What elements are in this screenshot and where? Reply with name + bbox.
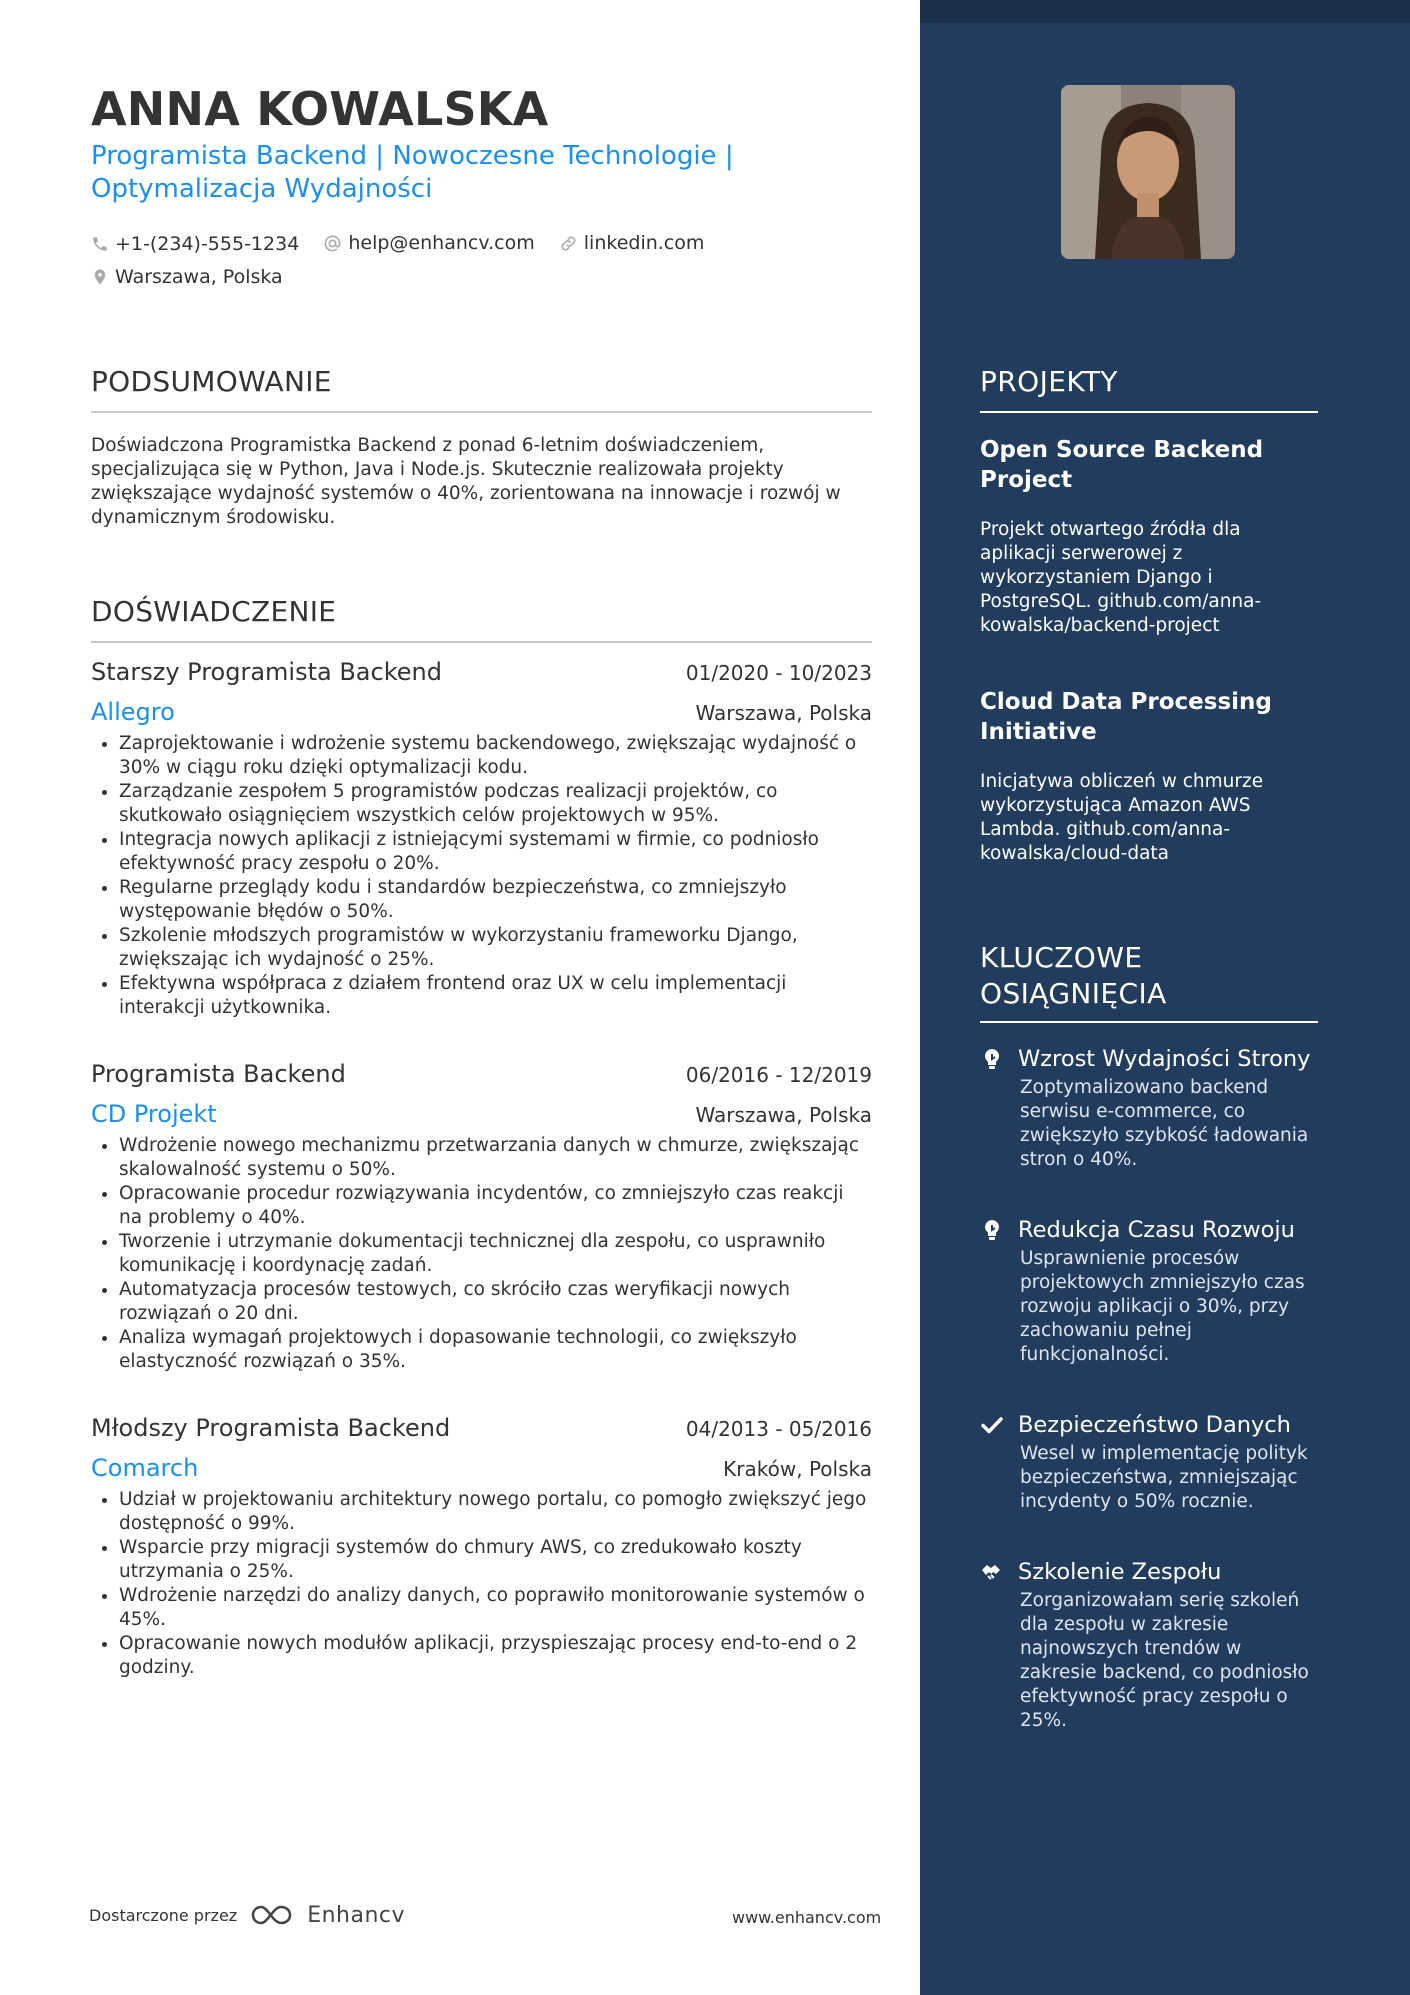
project-description: Inicjatywa obliczeń w chmurze wykorzystująca Amazon AWS Lambda. github.com/anna-kowalska/cloud-data <box>980 771 1264 864</box>
powered-by-text: Dostarczone przez <box>89 1905 238 1925</box>
bullet-item: • Zaprojektowanie i wdrożenie systemu backendowego, zwiększając wydajność o 30% w ciągu roku dzięki optymalizacji kodu. <box>119 732 872 780</box>
lightbulb-icon <box>980 1047 1004 1071</box>
projects-divider <box>980 411 1318 413</box>
achievement-description: Zorganizowałam serię szkoleń dla zespołu w zakresie najnowszych trendów w zakresie backend, co podniosło efektywność pracy zespołu o 25%. <box>1020 1590 1309 1731</box>
achievement-description: Wesel w implementację polityk bezpieczeństwa, zmniejszając incydenty o 50% rocznie. <box>1020 1443 1308 1512</box>
phone-text: +1-(234)-555-1234 <box>115 232 300 255</box>
sidebar-top-bar <box>920 0 1410 23</box>
phone-icon <box>91 235 109 253</box>
job-dates: 04/2013 - 05/2016 <box>685 1417 872 1441</box>
job-dates: 06/2016 - 12/2019 <box>685 1063 872 1087</box>
project-title: Cloud Data Processing Initiative <box>980 689 1272 745</box>
bullet-item: • Opracowanie procedur rozwiązywania incydentów, co zmniejszyło czas reakcji na problemy o 40%. <box>119 1182 872 1230</box>
brand-name: Enhancv <box>307 1902 406 1928</box>
lightbulb-icon <box>980 1218 1004 1242</box>
project-title: Open Source Backend Project <box>980 437 1264 493</box>
job-bullets <box>91 1488 872 1680</box>
bullet-item: • Zarządzanie zespołem 5 programistów podczas realizacji projektów, co skutkowało osiągnięciem wszystkich celów projektowych w 95%. <box>119 780 872 828</box>
website-text: linkedin.com <box>583 232 705 254</box>
project-description: Projekt otwartego źródła dla aplikacji serwerowej z wykorzystaniem Django i PostgreSQL. github.com/anna-kowalska/backend-project <box>980 519 1262 636</box>
achievements-heading: KLUCZOWE OSIĄGNIĘCIA <box>980 941 1167 1010</box>
achievement-item <box>980 1555 1320 1733</box>
bullet-item: • Wsparcie przy migracji systemów do chmury AWS, co zredukowało koszty utrzymania o 25%. <box>119 1536 872 1584</box>
bullet-item: • Szkolenie młodszych programistów w wykorzystaniu frameworku Django, zwiększając ich wydajność o 25%. <box>119 924 872 972</box>
summary-divider <box>91 411 872 413</box>
achievement-description: Usprawnienie procesów projektowych zmniejszyło czas rozwoju aplikacji o 30%, przy zachowaniu pełnej funkcjonalności. <box>1020 1248 1305 1365</box>
bullet-item: • Udział w projektowaniu architektury nowego portalu, co pomogło zwiększyć jego dostępność o 99%. <box>119 1488 872 1536</box>
bullet-item: • Regularne przeglądy kodu i standardów bezpieczeństwa, co zmniejszyło występowanie błędów o 50%. <box>119 876 872 924</box>
at-icon <box>323 234 342 253</box>
job-title: Starszy Programista Backend <box>91 658 442 686</box>
achievement-description: Zoptymalizowano backend serwisu e-commerce, co zwiększyło szybkość ładowania stron o 40%. <box>1020 1077 1309 1170</box>
job-bullets <box>91 1134 872 1374</box>
bullet-item: • Integracja nowych aplikacji z istniejącymi systemami w firmie, co podniosło efektywność pracy zespołu o 20%. <box>119 828 872 876</box>
handshake-icon <box>980 1560 1004 1584</box>
footer-branding <box>89 1902 405 1928</box>
company-name: Comarch <box>91 1454 199 1482</box>
job-entry <box>91 658 872 1020</box>
footer-url[interactable]: www.enhancv.com <box>732 1908 882 1927</box>
summary-text: Doświadczona Programistka Backend z ponad 6-letnim doświadczeniem, specjalizująca się w Python, Java i Node.js. Skutecznie realizowała projekty zwiększające wydajność systemów o 40%, zorientowana na innowacje i rozwój w dynamicznym środowisku. <box>91 435 841 528</box>
achievement-item <box>980 1408 1320 1514</box>
job-entry <box>91 1414 872 1680</box>
bullet-item: • Tworzenie i utrzymanie dokumentacji technicznej dla zespołu, co usprawniło komunikację i koordynację zadań. <box>119 1230 872 1278</box>
bullet-item: • Analiza wymagań projektowych i dopasowanie technologii, co zwiększyło elastyczność rozwiązań o 35%. <box>119 1326 872 1374</box>
candidate-subtitle: Programista Backend | Nowoczesne Technologie | Optymalizacja Wydajności <box>91 141 734 204</box>
bullet-item: • Wdrożenie nowego mechanizmu przetwarzania danych w chmurze, zwiększając skalowalność systemu o 50%. <box>119 1134 872 1182</box>
achievement-item <box>980 1042 1320 1172</box>
contact-email[interactable] <box>323 228 534 258</box>
link-icon <box>559 234 578 253</box>
location-text: Warszawa, Polska <box>115 265 283 288</box>
experience-heading: DOŚWIADCZENIE <box>91 595 337 628</box>
achievements-divider <box>980 1021 1318 1023</box>
bullet-item: • Opracowanie nowych modułów aplikacji, przyspieszając procesy end-to-end o 2 godziny. <box>119 1632 872 1680</box>
job-bullets <box>91 732 872 1020</box>
contact-website[interactable] <box>559 228 705 258</box>
email-text: help@enhancv.com <box>348 232 535 254</box>
company-name: CD Projekt <box>91 1100 217 1128</box>
achievement-title: Wzrost Wydajności Strony <box>1018 1046 1311 1072</box>
bullet-item: • Wdrożenie narzędzi do analizy danych, co poprawiło monitorowanie systemów o 45%. <box>119 1584 872 1632</box>
company-name: Allegro <box>91 698 175 726</box>
bullet-item: • Automatyzacja procesów testowych, co skróciło czas weryfikacji nowych rozwiązań o 20 dni. <box>119 1278 872 1326</box>
profile-photo <box>1061 85 1235 259</box>
achievement-title: Szkolenie Zespołu <box>1018 1559 1222 1585</box>
job-location: Warszawa, Polska <box>695 1103 872 1127</box>
summary-heading: PODSUMOWANIE <box>91 365 332 398</box>
candidate-name: ANNA KOWALSKA <box>91 82 549 136</box>
job-entry <box>91 1060 872 1374</box>
checkmark-icon <box>980 1413 1004 1437</box>
job-title: Młodszy Programista Backend <box>91 1414 451 1442</box>
achievement-title: Bezpieczeństwo Danych <box>1018 1412 1291 1438</box>
job-location: Kraków, Polska <box>723 1457 872 1481</box>
job-location: Warszawa, Polska <box>695 701 872 725</box>
projects-heading: PROJEKTY <box>980 365 1118 398</box>
contact-phone[interactable] <box>91 229 299 259</box>
achievement-item <box>980 1213 1320 1367</box>
enhancv-logo-icon <box>249 1902 299 1928</box>
job-title: Programista Backend <box>91 1060 346 1088</box>
contact-location <box>91 262 283 292</box>
contact-info <box>91 228 811 295</box>
bullet-item: • Efektywna współpraca z działem frontend oraz UX w celu implementacji interakcji użytkownika. <box>119 972 872 1020</box>
experience-divider <box>91 641 872 643</box>
location-pin-icon <box>91 267 109 287</box>
job-dates: 01/2020 - 10/2023 <box>685 661 872 685</box>
achievement-title: Redukcja Czasu Rozwoju <box>1018 1217 1295 1243</box>
